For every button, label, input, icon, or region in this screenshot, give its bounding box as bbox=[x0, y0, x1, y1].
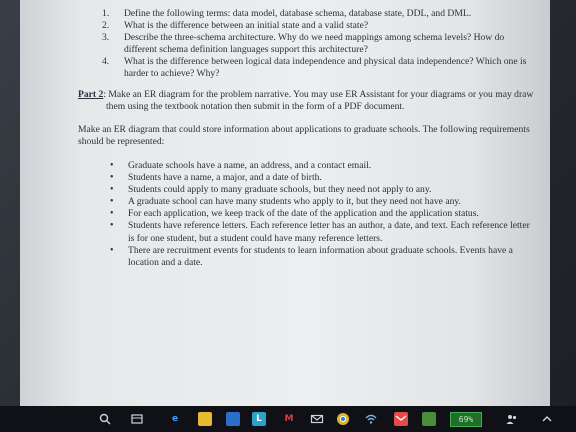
mail-icon[interactable] bbox=[310, 412, 324, 426]
question-2 bbox=[78, 20, 538, 32]
part2-label: Part 2 bbox=[78, 88, 104, 100]
list-item bbox=[78, 160, 538, 172]
search-icon[interactable] bbox=[98, 412, 112, 426]
gmail-icon[interactable] bbox=[394, 412, 408, 426]
monitor-screen bbox=[20, 0, 550, 406]
list-item bbox=[78, 196, 538, 208]
app-icon[interactable] bbox=[422, 412, 436, 426]
requirement-text: Students have a name, a major, and a date of birth. bbox=[128, 172, 322, 184]
mcafee-icon[interactable]: M bbox=[284, 414, 294, 424]
list-item bbox=[78, 208, 538, 220]
edge-icon[interactable]: e bbox=[171, 414, 179, 424]
people-icon[interactable] bbox=[505, 412, 519, 426]
part2-text: : Make an ER diagram for the problem narrative. You may use ER Assistant for your diagrams or you may draw them using the textbook notation then submit in the form of a PDF document. bbox=[103, 88, 534, 112]
document-page bbox=[78, 8, 538, 269]
list-item bbox=[78, 220, 538, 244]
part2-paragraph bbox=[78, 89, 538, 113]
chrome-icon[interactable] bbox=[336, 412, 350, 426]
list-item bbox=[78, 184, 538, 196]
question-number: 2. bbox=[102, 20, 110, 32]
file-explorer-icon[interactable] bbox=[198, 412, 212, 426]
question-1 bbox=[78, 8, 538, 20]
task-view-icon[interactable] bbox=[130, 412, 144, 426]
question-3 bbox=[78, 32, 538, 56]
requirement-text: A graduate school can have many students who apply to it, but they need not have any. bbox=[128, 196, 461, 208]
bullet-icon: • bbox=[110, 196, 114, 208]
requirement-text: For each application, we keep track of the date of the application and the application status. bbox=[128, 208, 479, 220]
question-text: Define the following terms: data model, database schema, database state, DDL, and DML. bbox=[124, 8, 472, 19]
question-text: What is the difference between logical data independence and physical data independence? Which one is harder to achieve? Why? bbox=[124, 56, 527, 80]
question-text: Describe the three-schema architecture. Why do we need mappings among schema levels? How do different schema definition languages support this architecture? bbox=[124, 32, 505, 56]
chevron-up-icon[interactable] bbox=[540, 412, 554, 426]
bullet-icon: • bbox=[110, 244, 114, 256]
question-4 bbox=[78, 56, 538, 80]
bullet-icon: • bbox=[110, 184, 114, 196]
store-icon[interactable] bbox=[226, 412, 240, 426]
requirement-text: Students could apply to many graduate schools, but they need not apply to any. bbox=[128, 184, 432, 196]
requirements-list bbox=[78, 160, 538, 269]
bullet-icon: • bbox=[110, 172, 114, 184]
taskbar bbox=[0, 406, 576, 432]
battery-indicator[interactable]: 69% bbox=[450, 412, 482, 427]
bullet-icon: • bbox=[110, 208, 114, 220]
bullet-icon: • bbox=[110, 220, 114, 232]
question-text: What is the difference between an initial state and a valid state? bbox=[124, 20, 369, 32]
intro-paragraph: Make an ER diagram that could store information about applications to graduate schools. The following requirements should be represented: bbox=[78, 123, 530, 147]
wifi-icon[interactable] bbox=[364, 412, 378, 426]
requirement-text: There are recruitment events for students to learn information about graduate schools. Events have a location and a date. bbox=[128, 244, 513, 268]
question-number: 1. bbox=[102, 8, 110, 19]
question-number: 3. bbox=[102, 32, 110, 44]
bullet-icon: • bbox=[110, 159, 114, 171]
l-app-icon[interactable]: L bbox=[252, 412, 266, 426]
list-item bbox=[78, 245, 538, 269]
requirement-text: Graduate schools have a name, an address, and a contact email. bbox=[128, 159, 372, 171]
list-item bbox=[78, 172, 538, 184]
question-number: 4. bbox=[102, 56, 110, 68]
requirement-text: Students have reference letters. Each reference letter has an author, a date, and text. Each reference letter is for one student, but a student could have many reference letters. bbox=[128, 220, 530, 244]
